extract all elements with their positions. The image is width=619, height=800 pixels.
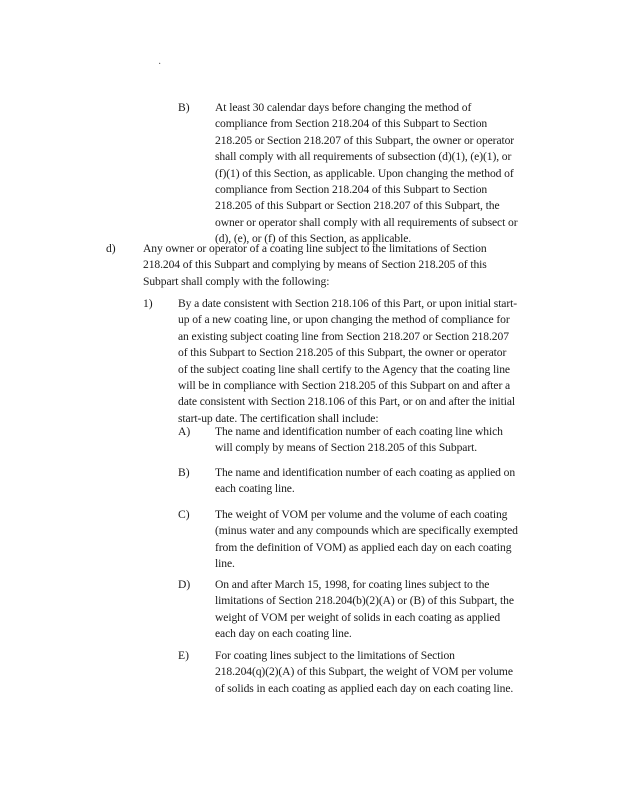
text-line: On and after March 15, 1998, for coating lines subject to the [215,578,490,591]
text-line: 218.204 of this Subpart and complying by means of Section 218.205 of this [143,258,487,272]
text-line: will comply by means of Section 218.205 of this Subpart. [215,441,477,455]
text-line: By a date consistent with Section 218.106 of this Part, or upon initial start- [178,297,517,310]
item-c-label: C) [178,508,190,521]
text-line: line. [215,557,235,571]
item-e-label: E) [178,649,189,662]
text-line: each day on each coating line. [215,627,352,641]
text-line: start-up date. The certification shall include: [178,411,379,425]
item-b-text [215,465,515,498]
text-line: of solids in each coating as applied each day on each coating line. [215,681,514,695]
text-line: Subpart shall comply with the following: [143,274,330,288]
text-line: of the subject coating line shall certify to the Agency that the coating line [178,362,510,376]
para-b-label: B) [178,101,190,114]
text-line: limitations of Section 218.204(b)(2)(A) or (B) of this Subpart, the [215,594,514,608]
text-line: 218.205 or Section 218.207 of this Subpart, the owner or operator [215,133,515,147]
text-line: from the definition of VOM) as applied each day on each coating [215,540,512,554]
item-e-text [215,648,513,697]
text-line: will be in compliance with Section 218.205 of this Subpart on and after a [178,379,511,393]
text-line: owner or operator shall comply with all requirements of subsect or [215,215,518,229]
para-1-text [178,296,517,427]
text-line: up of a new coating line, or upon changing the method of compliance for [178,313,510,327]
text-line: For coating lines subject to the limitations of Section [215,649,455,662]
text-line: (f)(1) of this Section, as applicable. Upon changing the method of [215,166,514,180]
text-line: shall comply with all requirements of subsection (d)(1), (e)(1), or [215,150,512,164]
text-line: compliance from Section 218.204 of this Subpart to Section [215,117,488,131]
text-line: date consistent with Section 218.106 of this Part, or on and after the initial [178,395,516,409]
text-line: an existing subject coating line from Section 218.207 or Section 218.207 [178,329,509,343]
text-line: compliance from Section 218.204 of this Subpart to Section [215,183,488,197]
text-line: each coating line. [215,482,295,496]
para-d-label: d) [106,242,116,255]
text-line: of this Subpart to Section 218.205 of this Subpart, the owner or operator [178,346,507,360]
text-line: Any owner or operator of a coating line subject to the limitations of Section [143,242,487,255]
text-line: 218.204(q)(2)(A) of this Subpart, the weight of VOM per volume [215,665,513,679]
text-line: (minus water and any compounds which are specifically exempted [215,524,518,538]
text-line: weight of VOM per weight of solids in each coating as applied [215,610,501,624]
item-d-text [215,577,514,643]
text-line: The name and identification number of each coating as applied on [215,466,516,479]
text-line: 218.205 of this Subpart or Section 218.207 of this Subpart, the [215,199,500,213]
para-d-text [143,241,487,290]
text-line: (d), (e), or (f) of this Section, as applicable. [215,232,412,246]
text-line: At least 30 calendar days before changing the method of [215,101,472,114]
item-d-label: D) [178,578,191,591]
para-1-label: 1) [143,297,153,310]
text-line: The name and identification number of each coating line which [215,425,503,438]
text-line: The weight of VOM per volume and the volume of each coating [215,508,508,521]
scan-speck: · [158,59,162,70]
item-b-label: B) [178,466,190,479]
item-c-text [215,507,518,573]
para-b-text [215,100,517,248]
item-a-label: A) [178,425,191,438]
item-a-text [215,424,503,457]
